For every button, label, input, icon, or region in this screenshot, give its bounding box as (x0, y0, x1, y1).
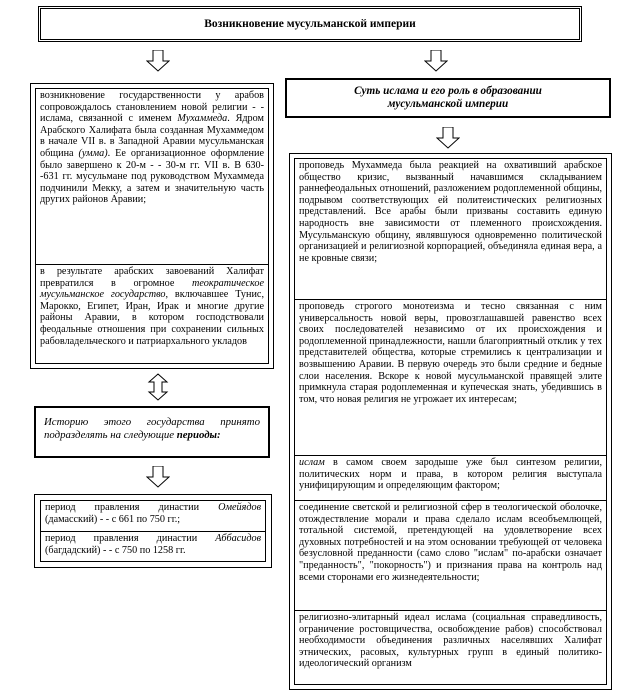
down-arrow-icon (146, 50, 170, 72)
right-cell-secular-religious: соединение светской и религиозной сфер в теологической оболочке, отождествление морали и права сделало ислам всеобъемлющей, тотальной системой, претендующей на удовлетворение всех духовных потребностей и на этом основании требующей от человека безусловной преданности (само слово "ислам" по-арабски означает "преданность", "покорность") и признания права на контроль над всеми сторонами его жизнедеятельности; (295, 501, 606, 611)
right-cell-elitist-ideal: религиозно-элитарный идеал ислама (социальная справедливость, ограничение ростовщичества, освобождение рабов) способствовал необходимости объединения различных населявших Халифат этнических, расовых, культурных групп в единый политико-идеологический организм (299, 612, 602, 670)
down-arrow-icon (146, 466, 170, 488)
diagram-title: Возникновение мусульманской империи (204, 18, 416, 30)
left-cell-caliphate: в результате арабских завоеваний Халифат превратился в огромное теократическое мусульманское государство, включавшее Тунис, Марокко, Египет, Иран, Ирак и многие другие районы Аравии, в котором господствовали феодальные отношения при сохранении сильных рабовладельческого и патриархального укладов (40, 266, 264, 347)
left-content-frame (30, 83, 274, 369)
periods-box: Историю этого государства принято подразделять на следующие периоды: (34, 406, 270, 458)
down-arrow-icon (436, 127, 460, 149)
periods-frame (34, 494, 272, 568)
right-cell-crisis: проповедь Мухаммеда была реакцией на охвативший арабское общество кризис, вызванный начавшимся складыванием раннефеодальных отношений, разложением родоплеменной общины, подрывом соответствующих ей политеистических религиозных представлений. Все арабы были призваны составить единую народность вне зависимости от племенного происхождения. Мусульманскую общину, являвшуюся одновременно политической организацией и религиозной корпорацией, объединяла единая вера, а не кровные связи; (295, 159, 606, 300)
right-cell-islam-synthesis: ислам в самом своем зародыше уже был синтезом религии, политических норм и права, в котором религия выступала унифицирующим и определяющим фактором; (295, 456, 606, 501)
down-arrow-icon (424, 50, 448, 72)
right-content-frame (289, 153, 612, 690)
period-umayyad: период правления династии Омейядов (дамасский) - - с 661 по 750 гг.; (41, 501, 265, 532)
right-cell-monotheism: проповедь строгого монотеизма и тесно связанная с ним универсальность новой веры, провозглашавшей равенство всех своих последователей независимо от их происхождения и родоплеменной принадлежности, нашли благоприятный отклик у тех представителей общества, которые стремились к централизации и возвышению Аравии. В первую очередь это были средние и бедные слои населения. Вскоре к новой мусульманской правящей элите примкнула старая родоплеменная и купеческая знать, убедившись в том, что новая религия не угрожает их интересам; (295, 300, 606, 456)
period-abbasid: период правления династии Аббасидов (багдадский) - - с 750 по 1258 гг. (45, 533, 261, 556)
left-cell-statehood: возникновение государственности у арабов сопровождалось становлением новой религии - - ислама, связанной с именем Мухаммеда. Ядром Арабского Халифата была созданная Мухаммедом в начале VII в. в Западной Аравии мусульманская община (умма). Ее организационное оформление было завершено к 20-м - - 30-м гг. VII в. В 630- -631 гг. мусульмане под руководством Мухаммеда подчинили Мекку, а затем и значительную часть других районов Аравии; (36, 89, 268, 265)
right-header-box: Суть ислама и его роль в образовании мусульманской империи (285, 78, 611, 118)
diagram-title-box (38, 6, 582, 42)
up-down-arrow-icon (146, 373, 170, 401)
